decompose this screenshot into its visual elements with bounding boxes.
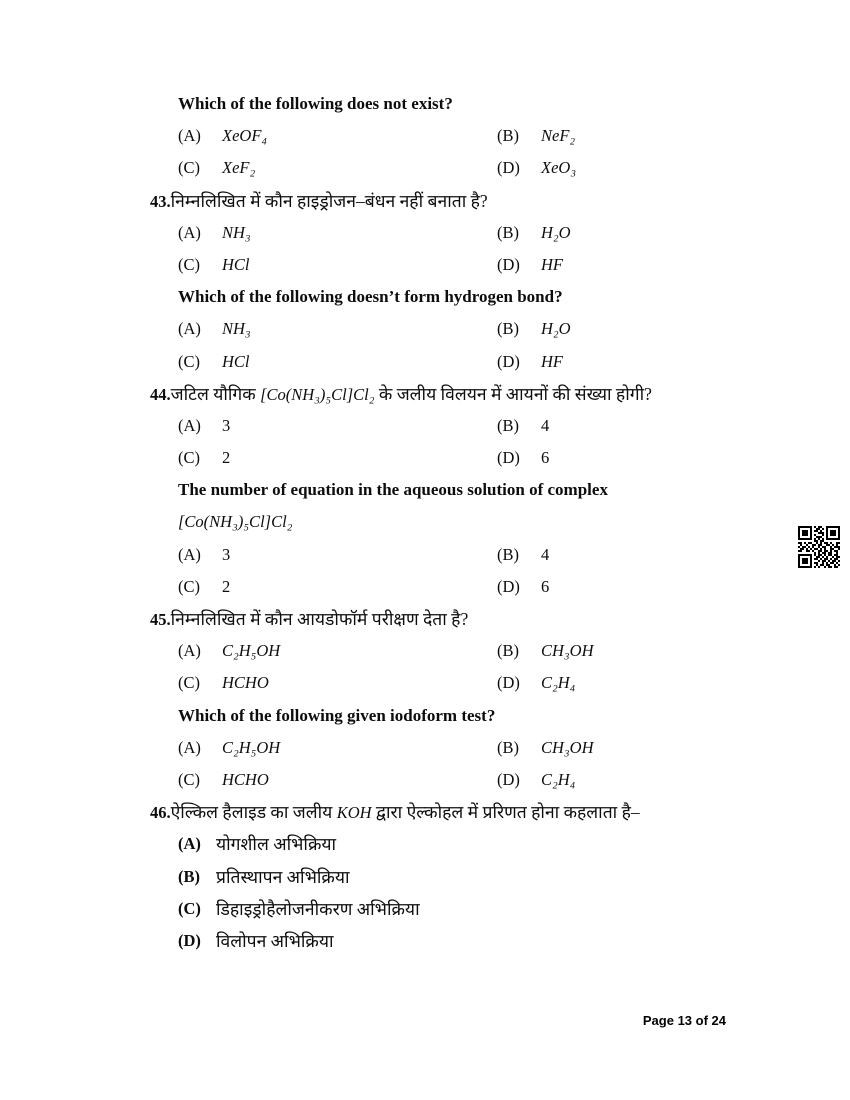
complex-formula: [Co(NH₃)₅Cl]Cl₂ — [178, 512, 293, 532]
option-d-label: (D) — [497, 158, 520, 178]
options-row — [0, 152, 850, 184]
koh-formula: KOH — [336, 803, 372, 823]
option-c-label: (C) — [178, 351, 200, 371]
option-a-value: C₂H₅OH — [222, 737, 281, 757]
option-a-value: 3 — [222, 544, 231, 564]
question-text: निम्नलिखित में कौन हाइड्रोजन–बंधन नहीं बनाता है? — [170, 190, 488, 211]
options-row — [0, 571, 850, 603]
options-row — [0, 539, 850, 571]
option-c-label: (C) — [178, 448, 200, 468]
questions-area — [0, 88, 850, 957]
question-number: 44. — [150, 384, 171, 404]
options-row — [0, 217, 850, 249]
option-d-value: 6 — [541, 576, 550, 596]
option-a-value: योगशील अभिक्रिया — [216, 834, 337, 855]
option-a-label: (A) — [178, 544, 201, 564]
option-b-label: (B) — [497, 737, 519, 757]
question-43-hindi-line — [0, 185, 850, 217]
option-b-label: (B) — [497, 319, 519, 339]
option-d-value: XeO₃ — [541, 158, 577, 178]
option-a-label: (A) — [178, 641, 201, 661]
page-footer — [0, 1013, 726, 1028]
question-text-post: के जलीय विलयन में आयनों की संख्या होगी? — [374, 383, 652, 404]
question-number: 43. — [150, 191, 171, 211]
option-d-label: (D) — [497, 351, 520, 371]
option-c-value: XeF₂ — [222, 158, 256, 178]
option-a-value: 3 — [222, 415, 231, 435]
question-44-formula-line — [0, 506, 850, 538]
option-c-label: (C) — [178, 158, 200, 178]
option-c-label: (C) — [178, 769, 200, 789]
options-row — [0, 925, 850, 957]
option-d-label: (D) — [178, 930, 201, 950]
question-text: निम्नलिखित में कौन आयडोफॉर्म परीक्षण देता है? — [170, 609, 469, 629]
option-b-value: H₂O — [541, 319, 571, 339]
question-43-english-line — [0, 281, 850, 313]
question-text: Which of the following does not exist? — [178, 94, 453, 113]
option-d-value: C₂H₄ — [541, 769, 576, 789]
options-row — [0, 120, 850, 152]
option-b-value: NeF₂ — [541, 126, 576, 146]
option-b-value: 4 — [541, 415, 550, 435]
option-b-value: CH₃OH — [541, 737, 594, 757]
option-c-value: 2 — [222, 576, 231, 596]
option-d-label: (D) — [497, 769, 520, 789]
option-b-value: H₂O — [541, 222, 571, 242]
page-number-label: Page 13 of 24 — [642, 1013, 726, 1028]
question-text-post: द्वारा ऐल्कोहल में प्ररिणत होना कहलाता है– — [371, 802, 640, 823]
question-42-english-line — [0, 88, 850, 120]
option-a-label: (A) — [178, 222, 201, 242]
options-row — [0, 667, 850, 699]
option-a-label: (A) — [178, 415, 201, 435]
question-text: The number of equation in the aqueous solution of complex — [178, 480, 608, 500]
option-d-label: (D) — [497, 254, 520, 274]
option-d-value: 6 — [541, 448, 550, 468]
option-c-value: 2 — [222, 448, 231, 468]
option-b-label: (B) — [178, 866, 200, 886]
question-45-hindi-line — [0, 603, 850, 635]
option-c-value: HCHO — [222, 769, 269, 789]
option-c-label: (C) — [178, 898, 201, 918]
option-c-value: HCl — [222, 351, 250, 371]
option-a-label: (A) — [178, 737, 201, 757]
question-44-hindi-line — [0, 378, 850, 410]
question-number: 46. — [150, 803, 171, 823]
option-a-label: (A) — [178, 834, 201, 854]
option-c-label: (C) — [178, 673, 200, 693]
option-d-value: विलोपन अभिक्रिया — [216, 930, 334, 951]
options-row — [0, 764, 850, 796]
options-row — [0, 828, 850, 860]
question-text-pre: ऐल्किल हैलाइड का जलीय — [170, 802, 337, 823]
question-text: Which of the following given iodoform test? — [178, 705, 496, 725]
options-row — [0, 346, 850, 378]
options-row — [0, 410, 850, 442]
question-text-pre: जटिल यौगिक — [170, 383, 261, 404]
option-a-value: XeOF₄ — [222, 126, 268, 146]
options-row — [0, 249, 850, 281]
question-46-hindi-line — [0, 796, 850, 828]
option-a-label: (A) — [178, 126, 201, 146]
question-number: 45. — [150, 610, 171, 629]
question-44-english-line — [0, 474, 850, 506]
options-row — [0, 442, 850, 474]
option-d-value: HF — [541, 351, 563, 371]
option-d-label: (D) — [497, 576, 520, 596]
option-c-value: HCHO — [222, 673, 269, 693]
option-b-label: (B) — [497, 222, 519, 242]
option-b-label: (B) — [497, 544, 519, 564]
option-d-value: C₂H₄ — [541, 673, 576, 693]
options-row — [0, 732, 850, 764]
option-a-label: (A) — [178, 319, 201, 339]
question-text: Which of the following doesn’t form hydrogen bond? — [178, 287, 563, 307]
option-d-label: (D) — [497, 673, 520, 693]
option-b-value: CH₃OH — [541, 641, 594, 661]
qr-code-icon — [796, 526, 842, 568]
option-d-value: HF — [541, 254, 563, 274]
option-b-value: 4 — [541, 544, 550, 564]
option-b-label: (B) — [497, 641, 519, 661]
option-b-label: (B) — [497, 126, 519, 146]
option-c-value: HCl — [222, 254, 250, 274]
option-b-label: (B) — [497, 415, 519, 435]
option-b-value: प्रतिस्थापन अभिक्रिया — [216, 866, 350, 887]
question-45-english-line — [0, 700, 850, 732]
option-c-label: (C) — [178, 254, 200, 274]
option-c-label: (C) — [178, 576, 200, 596]
options-row — [0, 635, 850, 667]
complex-formula: [Co(NH₃)₅Cl]Cl₂ — [260, 384, 375, 404]
option-a-value: C₂H₅OH — [222, 641, 281, 661]
option-a-value: NH₃ — [222, 222, 251, 242]
option-c-value: डिहाइड्रोहैलोजनीकरण अभिक्रिया — [216, 898, 420, 919]
option-a-value: NH₃ — [222, 319, 251, 339]
options-row — [0, 893, 850, 925]
option-d-label: (D) — [497, 448, 520, 468]
options-row — [0, 861, 850, 893]
options-row — [0, 313, 850, 345]
